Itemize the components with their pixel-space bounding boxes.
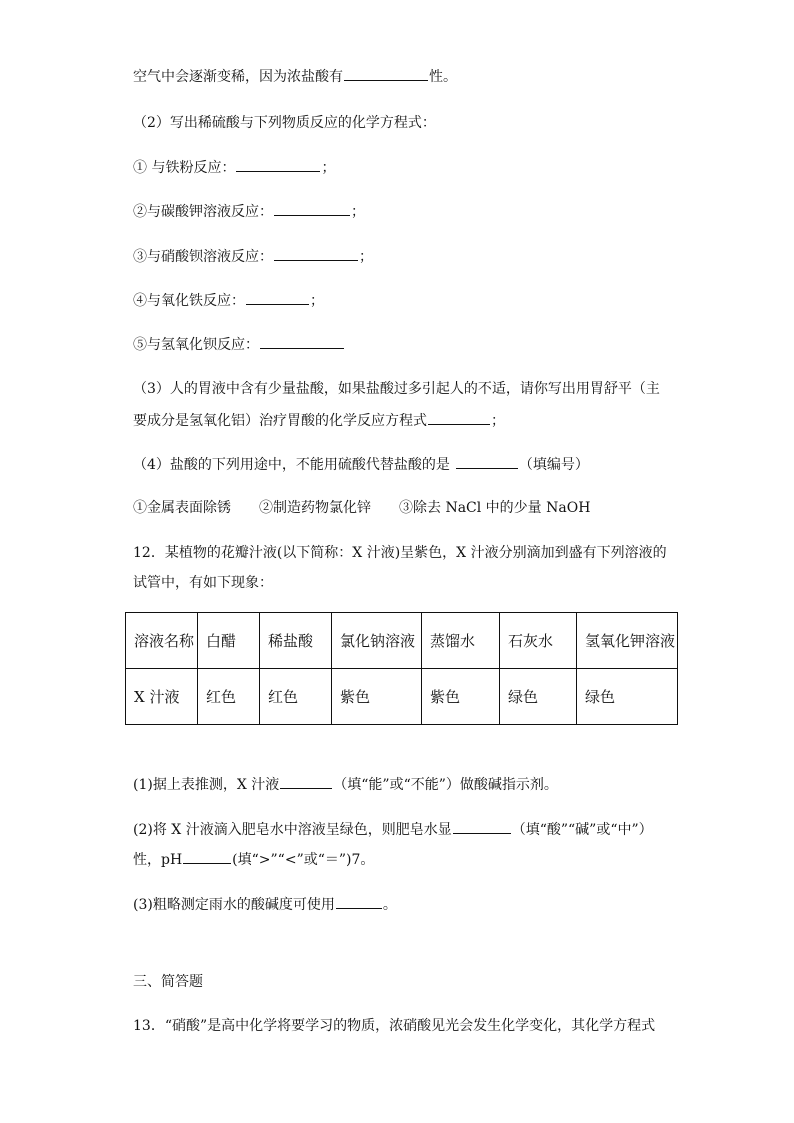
- fill-blank: [183, 849, 231, 864]
- fill-blank: [274, 246, 358, 261]
- text-line: [133, 246, 373, 267]
- table-cell: 绿色: [577, 669, 678, 725]
- text-segment: ；: [491, 413, 505, 429]
- text-segment: （填“能”或“不能”）做酸碱指示剂。: [333, 777, 558, 793]
- fill-blank: [274, 201, 350, 216]
- text-line: [133, 334, 345, 355]
- table-cell: 氢氧化钾溶液: [577, 613, 678, 669]
- text-segment: ①金属表面除锈: [133, 500, 231, 516]
- text-segment: (3)粗略测定雨水的酸碱度可使用: [133, 897, 335, 913]
- text-line: [133, 849, 374, 870]
- table-cell: 稀盐酸: [260, 613, 332, 669]
- table-cell: 蒸馏水: [422, 613, 500, 669]
- fill-blank: [246, 290, 309, 305]
- text-line: （2）写出稀硫酸与下列物质反应的化学方程式：: [133, 115, 436, 131]
- fill-blank: [456, 454, 518, 469]
- text-segment: ；: [351, 204, 365, 220]
- text-segment: ③除去 NaCl 中的少量 NaOH: [399, 500, 591, 516]
- text-segment: (填“>”“<”或“＝”)7。: [232, 852, 375, 868]
- table-row: [126, 669, 678, 725]
- text-segment: ④与氧化铁反应：: [133, 293, 245, 309]
- text-segment: 要成分是氢氧化铝）治疗胃酸的化学反应方程式: [133, 413, 427, 429]
- question-13-line: 13．“硝酸”是高中化学将要学习的物质，浓硝酸见光会发生化学变化，其化学方程式: [133, 1018, 656, 1034]
- text-line: 试管中，有如下现象：: [133, 575, 273, 591]
- text-segment: ⑤与氢氧化钡反应：: [133, 337, 259, 353]
- text-segment: 。: [382, 897, 397, 913]
- text-segment: 空气中会逐渐变稀，因为浓盐酸有: [133, 69, 343, 85]
- table-cell: 红色: [260, 669, 332, 725]
- text-segment: ②制造药物氯化锌: [259, 500, 371, 516]
- table-cell: 绿色: [500, 669, 577, 725]
- text-segment: ；: [359, 249, 373, 265]
- text-segment: ；: [310, 293, 324, 309]
- text-segment: ① 与铁粉反应：: [133, 160, 236, 176]
- section-heading: 三、简答题: [133, 974, 203, 990]
- fill-blank: [428, 410, 490, 425]
- fill-blank: [336, 894, 382, 909]
- fill-blank: [344, 66, 428, 81]
- text-segment: 性，pH: [133, 852, 183, 868]
- text-line: [133, 157, 335, 178]
- text-line: [133, 498, 590, 518]
- table-cell: 石灰水: [500, 613, 577, 669]
- text-segment: （填编号）: [518, 457, 589, 473]
- text-segment: ；: [321, 160, 336, 176]
- text-line: （3）人的胃液中含有少量盐酸，如果盐酸过多引起人的不适，请你写出用胃舒平（主: [133, 381, 660, 397]
- observation-table: [125, 612, 678, 725]
- table-cell: 紫色: [332, 669, 422, 725]
- table-cell: 白醋: [198, 613, 260, 669]
- text-line: [133, 201, 365, 222]
- question-12-line: 12．某植物的花瓣汁液(以下简称：X 汁液)呈紫色，X 汁液分别滴加到盛有下列溶液的: [133, 545, 667, 561]
- table-header-row: [126, 613, 678, 669]
- table-cell: 氯化钠溶液: [332, 613, 422, 669]
- text-line: [133, 774, 558, 795]
- text-line: [133, 819, 653, 840]
- text-segment: ③与硝酸钡溶液反应：: [133, 249, 273, 265]
- table-cell: 紫色: [422, 669, 500, 725]
- fill-blank: [260, 334, 344, 349]
- fill-blank: [453, 819, 511, 834]
- fill-blank: [280, 774, 332, 789]
- text-segment: （4）盐酸的下列用途中，不能用硫酸代替盐酸的是: [133, 457, 450, 473]
- text-segment: ②与碳酸钾溶液反应：: [133, 204, 273, 220]
- text-line: [133, 66, 457, 87]
- text-segment: (1)据上表推测，X 汁液: [133, 777, 280, 793]
- text-segment: 性。: [429, 69, 457, 85]
- text-line: [133, 454, 589, 475]
- text-segment: （填“酸”“碱”或“中”）: [511, 822, 653, 838]
- table-cell: 溶液名称: [126, 613, 198, 669]
- text-line: [133, 290, 324, 311]
- table-cell: 红色: [198, 669, 260, 725]
- fill-blank: [236, 157, 320, 172]
- text-segment: (2)将 X 汁液滴入肥皂水中溶液呈绿色，则肥皂水显: [133, 822, 452, 838]
- text-line: [133, 894, 397, 915]
- table-cell: X 汁液: [126, 669, 198, 725]
- text-line: [133, 410, 505, 431]
